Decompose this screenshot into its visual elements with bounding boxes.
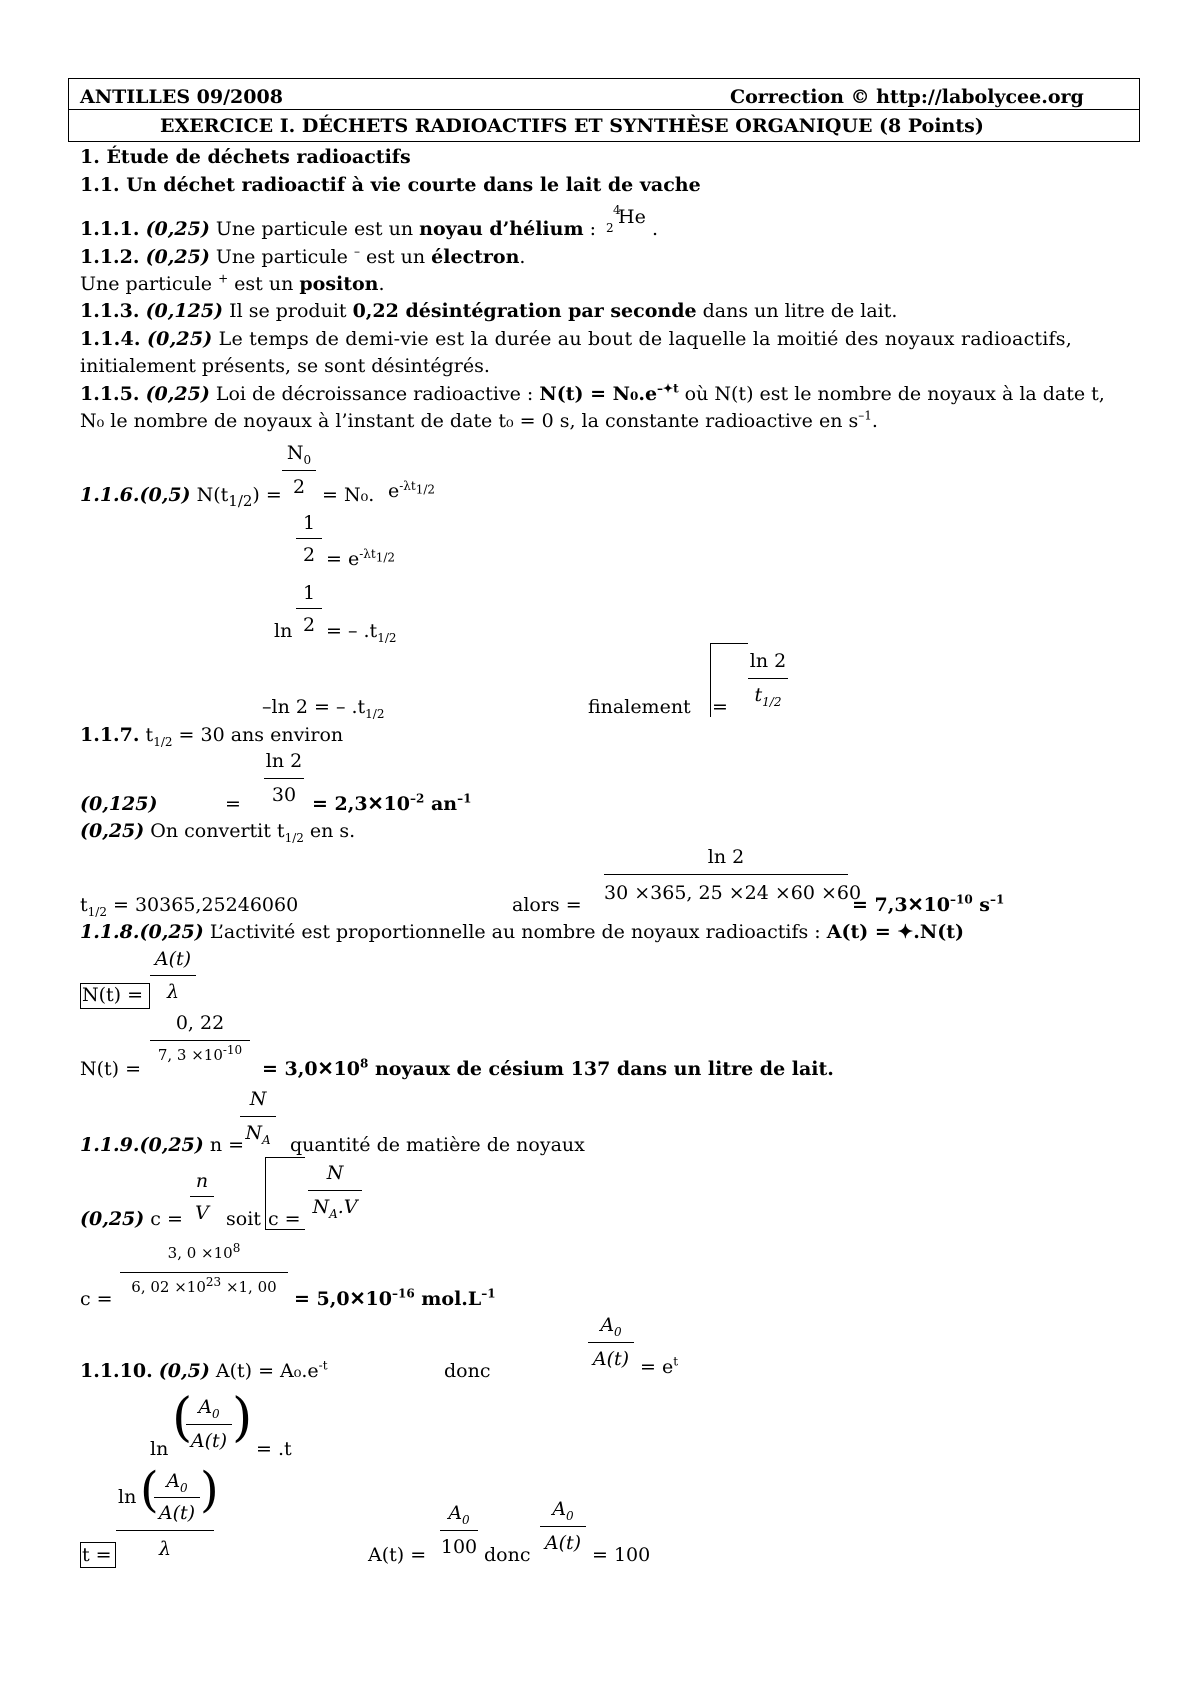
q119-frac4-den: 6, $02 \times 10^{23} \times 1$, 00 xyxy=(131,1275,277,1296)
q116-fin-bar xyxy=(748,678,788,679)
q1110-frac5-num: $A_0$ xyxy=(552,1498,574,1523)
q117-frac2-bar xyxy=(604,874,848,875)
q118-frac2-num: 0, 22 xyxy=(175,1012,225,1034)
q1110-donc2: donc xyxy=(484,1544,531,1566)
q117-conv: (0,25) On convertit $t_{1/2}$ en s. xyxy=(80,820,356,845)
q119-frac3-den: $N_A.V$ xyxy=(312,1196,358,1221)
q119-frac3-bar xyxy=(308,1190,362,1191)
q119-frac2-num: n xyxy=(195,1170,209,1192)
q116-frac2-num: 1 xyxy=(302,512,316,534)
diamond-glyph: ✕ xyxy=(317,1058,334,1080)
q1110-paren-r: ) xyxy=(232,1388,253,1448)
q1110-frac-den: A(t) xyxy=(592,1348,630,1370)
q1110-frac3-inner-num: $A_0$ xyxy=(166,1470,188,1495)
q112-line: 1.1.2. (0,25) Une particule – est un électron. xyxy=(80,244,526,268)
q116-fin-num: ln 2 xyxy=(749,650,787,672)
q117-frac-den: 30 xyxy=(271,784,297,806)
q1110-frac5-bar xyxy=(540,1526,586,1527)
q117-frac-bar xyxy=(264,778,304,779)
q116-frac2-bar xyxy=(296,538,322,539)
q1110-frac2-den: A(t) xyxy=(190,1430,228,1452)
diamond-glyph: ✕ xyxy=(367,793,384,815)
q118-result: = $3,0✕10^8$ noyaux de césium 137 dans un litre de lait. xyxy=(262,1056,834,1080)
q116-frac3-bar xyxy=(296,608,322,609)
q119-frac4-bar xyxy=(120,1272,288,1273)
q119-frac-num: N xyxy=(249,1088,267,1110)
q1110-box-text: t = xyxy=(82,1544,112,1566)
q116-lhs: 1.1.6.(0,5) $N(t_{1/2})$ = xyxy=(80,484,282,510)
q111-iso-a: 4 xyxy=(613,203,621,217)
q117-frac2-num: ln 2 xyxy=(707,846,745,868)
q117-result2: = $7,3✕10^{-10}$ $s^{-1}$ xyxy=(852,892,1005,916)
q111-iso-sym: He xyxy=(618,206,646,228)
q118-line1: 1.1.8.(0,25) L’activité est proportionnelle au nombre de noyaux radioactifs : A(t) = ✦.N(t) xyxy=(80,921,965,943)
q117-calc: $t_{1/2} = 30365,25246060$ xyxy=(80,894,299,919)
q1110-frac2-bar xyxy=(186,1424,232,1425)
q1110-line1: 1.1.10. (0,5) $A(t) = A_0.e^{-t}$ xyxy=(80,1358,328,1382)
q1110-frac4-num: $A_0$ xyxy=(448,1502,470,1527)
q119-frac2-den: V xyxy=(195,1202,209,1224)
q1110-eq: = $e^t$ xyxy=(640,1354,679,1378)
q119-frac2-bar xyxy=(190,1196,214,1197)
q1110-ln: ln xyxy=(150,1438,169,1460)
header-divider xyxy=(68,109,1140,110)
q119-frac-den: $N_A$ xyxy=(245,1122,271,1147)
q117-pts1: (0,125) xyxy=(80,793,158,815)
q119-frac4-num: 3, $0 \times 10^8$ xyxy=(167,1241,241,1262)
q116-ln: ln xyxy=(274,620,293,642)
q116-box-left xyxy=(710,643,711,717)
q1110-donc: donc xyxy=(444,1360,491,1382)
q116-box-top xyxy=(710,643,748,644)
q116-eq3: = – $.t_{1/2}$ xyxy=(326,620,397,645)
header-title: EXERCICE I. DÉCHETS RADIOACTIFS ET SYNTHÈSE ORGANIQUE (8 Points) xyxy=(160,115,984,137)
q116-frac3-num: 1 xyxy=(302,582,316,604)
q116-frac3-den: 2 xyxy=(302,614,316,636)
diamond-glyph: ✦ xyxy=(897,921,914,943)
q116-eq2: = $e^{-\lambda t_{1/2}}$ xyxy=(326,546,396,570)
q118-frac2-den: 7, $3 \times 10^{-10}$ xyxy=(157,1043,243,1064)
q115-line1: 1.1.5. (0,25) Loi de décroissance radioactive : $N(t) = N_0.e^{-✦t}$ où N(t) est le nombre de noyaux à la date t, xyxy=(80,381,1105,405)
q116-frac1-num: $N_0$ xyxy=(286,442,312,467)
q116-frac2-den: 2 xyxy=(302,544,316,566)
q114-line2: initialement présents, se sont désintégrés. xyxy=(80,355,490,377)
q119-box-left xyxy=(265,1157,266,1229)
q1110-frac3-inner-den: A(t) xyxy=(158,1502,196,1524)
q113-line: 1.1.3. (0,125) Il se produit 0,22 désintégration par seconde dans un litre de lait. xyxy=(80,300,898,322)
q116-frac1-den: 2 xyxy=(292,476,306,498)
q117-frac-num: ln 2 xyxy=(265,750,303,772)
q117-line1: 1.1.7. $t_{1/2} = 30$ ans environ xyxy=(80,724,344,749)
q118-frac-den: λ xyxy=(166,981,180,1003)
q1110-eq2: = .t xyxy=(256,1438,292,1460)
q119-result: = $5,0✕10^{-16}$ $mol.L^{-1}$ xyxy=(294,1286,496,1310)
section-1-1-title: 1.1. Un déchet radioactif à vie courte dans le lait de vache xyxy=(80,174,701,196)
q111-line: 1.1.1. (0,25) Une particule est un noyau d’hélium : xyxy=(80,218,597,240)
q1110-frac3-den: λ xyxy=(158,1538,172,1560)
q119-frac3-num: N xyxy=(326,1162,344,1184)
q117-lambda-eq: = xyxy=(225,793,241,815)
q1110-paren2-r: ) xyxy=(200,1462,219,1518)
q116-eq1: = N₀. xyxy=(322,484,375,506)
q118-line2: N(t) = xyxy=(80,1058,142,1080)
q111-end: . xyxy=(652,218,659,240)
q116-exp1: $e^{-\lambda t_{1/2}}$ xyxy=(388,478,436,502)
q111-iso-z: 2 xyxy=(606,221,614,235)
diamond-glyph: ✕ xyxy=(349,1288,366,1310)
q1110-frac2-num: $A_0$ xyxy=(198,1396,220,1421)
q118-frac-bar xyxy=(150,975,196,976)
q1110-ln2: ln xyxy=(118,1486,137,1508)
q117-result: = $2,3✕10^{-2}$ $an^{-1}$ xyxy=(312,791,472,815)
q117-alors: alors = xyxy=(512,894,582,916)
q114-line1: 1.1.4. (0,25) Le temps de demi-vie est la durée au bout de laquelle la moitié des noyaux radioactifs, xyxy=(80,328,1072,350)
q116-line4: –ln 2 = – $.t_{1/2}$ xyxy=(262,696,385,721)
header-left: ANTILLES 09/2008 xyxy=(80,86,283,108)
q1110-frac3-bar xyxy=(116,1530,214,1531)
q116-frac1-bar xyxy=(282,470,316,471)
q1110-frac5-den: A(t) xyxy=(544,1532,582,1554)
q119-qty: quantité de matière de noyaux xyxy=(290,1134,585,1156)
q1110-frac4-bar xyxy=(440,1530,478,1531)
q116-finalement: finalement xyxy=(588,696,691,718)
q119-c: (0,25) c = xyxy=(80,1208,183,1230)
q118-frac-num: A(t) xyxy=(154,948,192,970)
q119-line1: 1.1.9.(0,25) n = xyxy=(80,1134,245,1156)
q1110-paren2-l: ( xyxy=(140,1462,159,1518)
q1110-frac4-den: 100 xyxy=(440,1536,478,1558)
q1110-frac3-inner-bar xyxy=(154,1497,200,1498)
q118-box-text: N(t) = xyxy=(82,984,144,1006)
diamond-glyph: ✕ xyxy=(907,894,924,916)
section-1-title: 1. Étude de déchets radioactifs xyxy=(80,146,411,168)
header-right: Correction © http://labolycee.org xyxy=(730,86,1084,108)
q1110-paren-l: ( xyxy=(172,1388,193,1448)
q1110-eq3: = 100 xyxy=(592,1544,651,1566)
diamond-glyph: ✦ xyxy=(663,381,674,396)
q119-box-text: c = xyxy=(268,1208,301,1230)
q116-fin-lhs: = xyxy=(712,696,728,718)
q1110-frac-bar xyxy=(588,1342,634,1343)
q1110-at: A(t) = xyxy=(368,1544,427,1566)
q119-soit: soit xyxy=(226,1208,261,1230)
q119-frac-bar xyxy=(240,1116,276,1117)
q117-frac2-den: 30 ×365, 25 ×24 ×60 ×60 xyxy=(604,882,862,904)
q112-line2: Une particule + est un positon. xyxy=(80,271,385,295)
q119-box-top xyxy=(265,1157,305,1158)
q115-line2: N₀ le nombre de noyaux à l’instant de date t₀ = 0 s, la constante radioactive en $s^{-1}$. xyxy=(80,408,878,432)
q116-fin-den: $t_{1/2}$ xyxy=(754,684,782,709)
q1110-frac-num: $A_0$ xyxy=(600,1314,622,1339)
q118-frac2-bar xyxy=(150,1040,250,1041)
q119-line3: c = xyxy=(80,1288,113,1310)
